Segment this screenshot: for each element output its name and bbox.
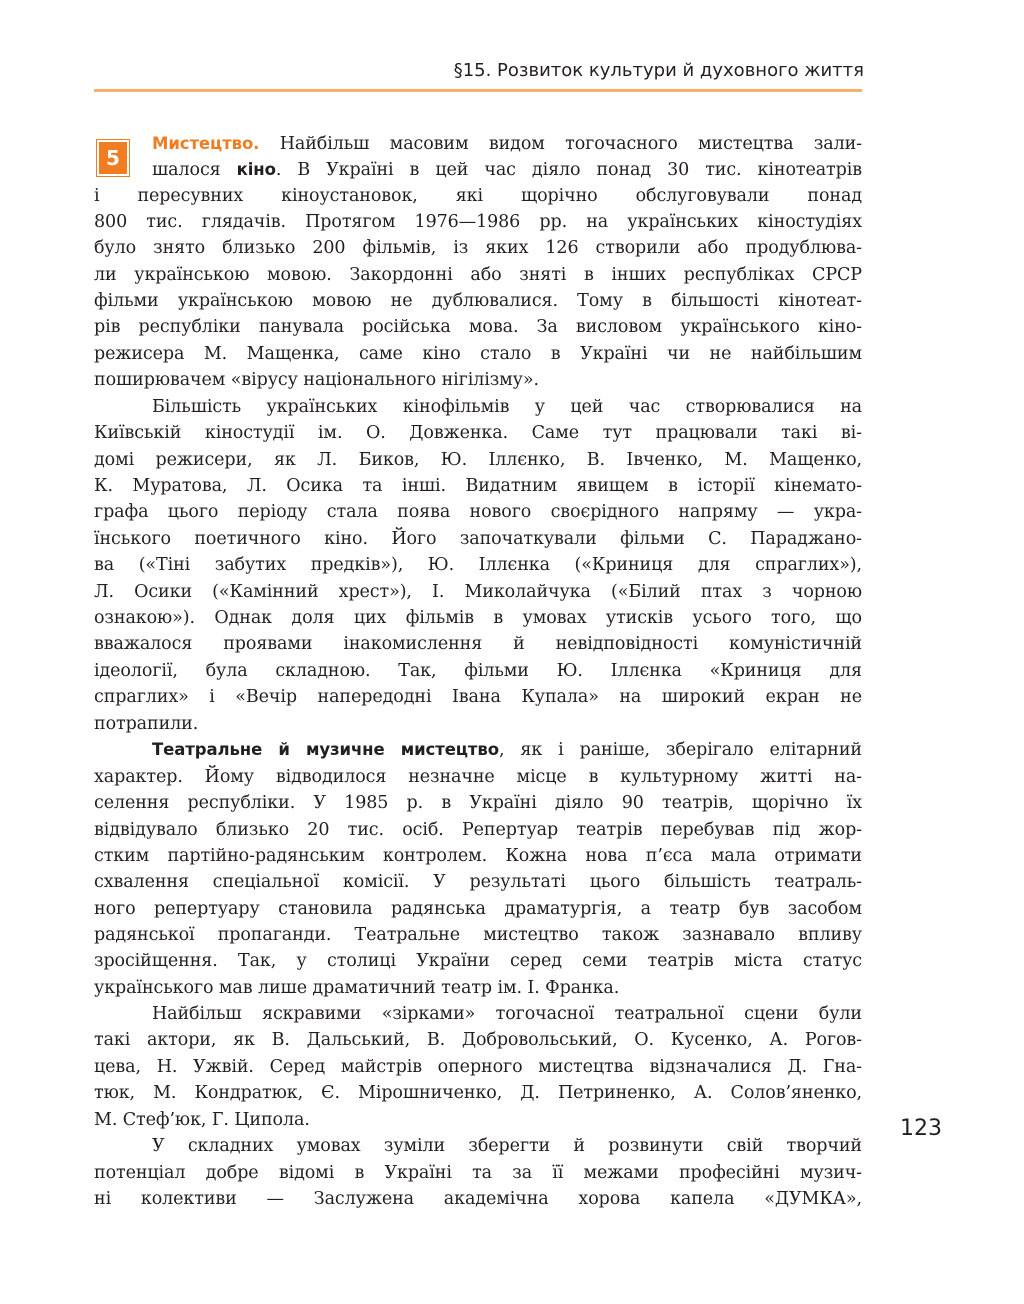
text-line: К. Муратова, Л. Осика та інші. Видатним явищем в історії кінемато- (94, 476, 862, 496)
page-number: 123 (900, 1116, 942, 1141)
text-line: українського мав лише драматичний театр ім. І. Франка. (94, 978, 620, 998)
text-line: Мистецтво. Найбільш масовим видом тогочасного мистецтва зали- (152, 134, 862, 154)
text-line: потенціал добре відомі в Україні та за її межами професійні музич- (94, 1163, 862, 1183)
text-line: поширювачем «вірусу національного нігілізму». (94, 370, 539, 390)
text-line: Театральне й музичне мистецтво, як і раніше, зберігало елітарний (152, 740, 862, 760)
text-line: і пересувних кіноустановок, які щорічно обслуговували понад (94, 186, 862, 206)
text-line: радянської пропаганди. Театральне мистецтво також зазнавало впливу (94, 925, 862, 945)
chapter-title: §15. Розвиток культури й духовного життя (453, 60, 864, 81)
section-heading: Мистецтво. (152, 134, 260, 153)
text-line: режисера М. Мащенка, саме кіно стало в Україні чи не найбільшим (94, 344, 862, 364)
text-line: Найбільш яскравими «зірками» тогочасної театральної сцени були (152, 1004, 862, 1024)
header-divider (94, 89, 862, 92)
text-line: ли українською мовою. Закордонні або зняті в інших республіках СРСР (94, 265, 862, 285)
text-line: їнського поетичного кіно. Його започаткували фільми С. Параджано- (94, 529, 862, 549)
text-line: У складних умовах зуміли зберегти й розвинути свій творчий (152, 1136, 862, 1156)
text-line: рів республіки панувала російська мова. За висловом українського кіно- (94, 317, 862, 337)
text-line: Більшість українських кінофільмів у цей час створювалися на (152, 397, 862, 417)
text-line: потрапили. (94, 714, 199, 734)
text-line: фільми українською мовою не дублювалися. Тому в більшості кінотеат- (94, 291, 862, 311)
text-line: ного репертуару становила радянська драматургія, а театр був засобом (94, 899, 862, 919)
text-line: було знято близько 200 фільмів, із яких 126 створили або продублюва- (94, 238, 862, 258)
keyword-theatre: Театральне й музичне мистецтво (152, 740, 499, 759)
keyword-kino: кіно (236, 160, 276, 179)
text-line: 800 тис. глядачів. Протягом 1976—1986 рр. на українських кіностудіях (94, 212, 862, 232)
text-line: ва («Тіні забутих предків»), Ю. Іллєнка («Криниця для спраглих»), (94, 555, 862, 575)
text-line: характер. Йому відводилося незначне місце в культурному житті на- (94, 767, 862, 787)
text-line: ідеології, була складною. Так, фільми Ю. Іллєнка «Криниця для (94, 661, 862, 681)
text-line: шалося кіно. В Україні в цей час діяло понад 30 тис. кінотеатрів (152, 160, 862, 180)
text-line: Київській кіностудії ім. О. Довженка. Саме тут працювали такі ві- (94, 423, 862, 443)
text-line: селення республіки. У 1985 р. в Україні діяло 90 театрів, щорічно їх (94, 793, 862, 813)
text-line: спраглих» і «Вечір напередодні Івана Купала» на широкий екран не (94, 687, 862, 707)
text-line: цева, Н. Ужвій. Серед майстрів оперного мистецтва відзначалися Д. Гна- (94, 1057, 862, 1077)
text-line: Л. Осики («Камінний хрест»), І. Миколайчука («Білий птах з чорною (94, 582, 862, 602)
text-line: стким партійно-радянським контролем. Кожна нова п’єса мала отримати (94, 846, 862, 866)
text-line: схвалення спеціальної комісії. У результаті цього більшість театраль- (94, 872, 862, 892)
section-number-badge: 5 (97, 140, 129, 176)
text-line: відвідувало близько 20 тис. осіб. Репертуар театрів перебував під жор- (94, 820, 862, 840)
text-line: графа цього періоду стала поява нового своєрідного напряму — укра- (94, 502, 862, 522)
text-line: такі актори, як В. Дальський, В. Добровольський, О. Кусенко, А. Рогов- (94, 1030, 862, 1050)
text-line: ознакою»). Однак доля цих фільмів в умовах утисків усього того, що (94, 608, 862, 628)
text-line: М. Стеф’юк, Г. Ципола. (94, 1110, 310, 1130)
text-line: домі режисери, як Л. Биков, Ю. Іллєнко, В. Івченко, М. Мащенко, (94, 450, 862, 470)
text-line: зросійщення. Так, у столиці України серед семи театрів міста статус (94, 951, 862, 971)
text-line: ні колективи — Заслужена академічна хорова капела «ДУМКА», (94, 1189, 862, 1209)
text-line: тюк, М. Кондратюк, Є. Мірошниченко, Д. Петриненко, А. Солов’яненко, (94, 1083, 862, 1103)
text-line: вважалося проявами інакомислення й невідповідності комуністичній (94, 634, 862, 654)
